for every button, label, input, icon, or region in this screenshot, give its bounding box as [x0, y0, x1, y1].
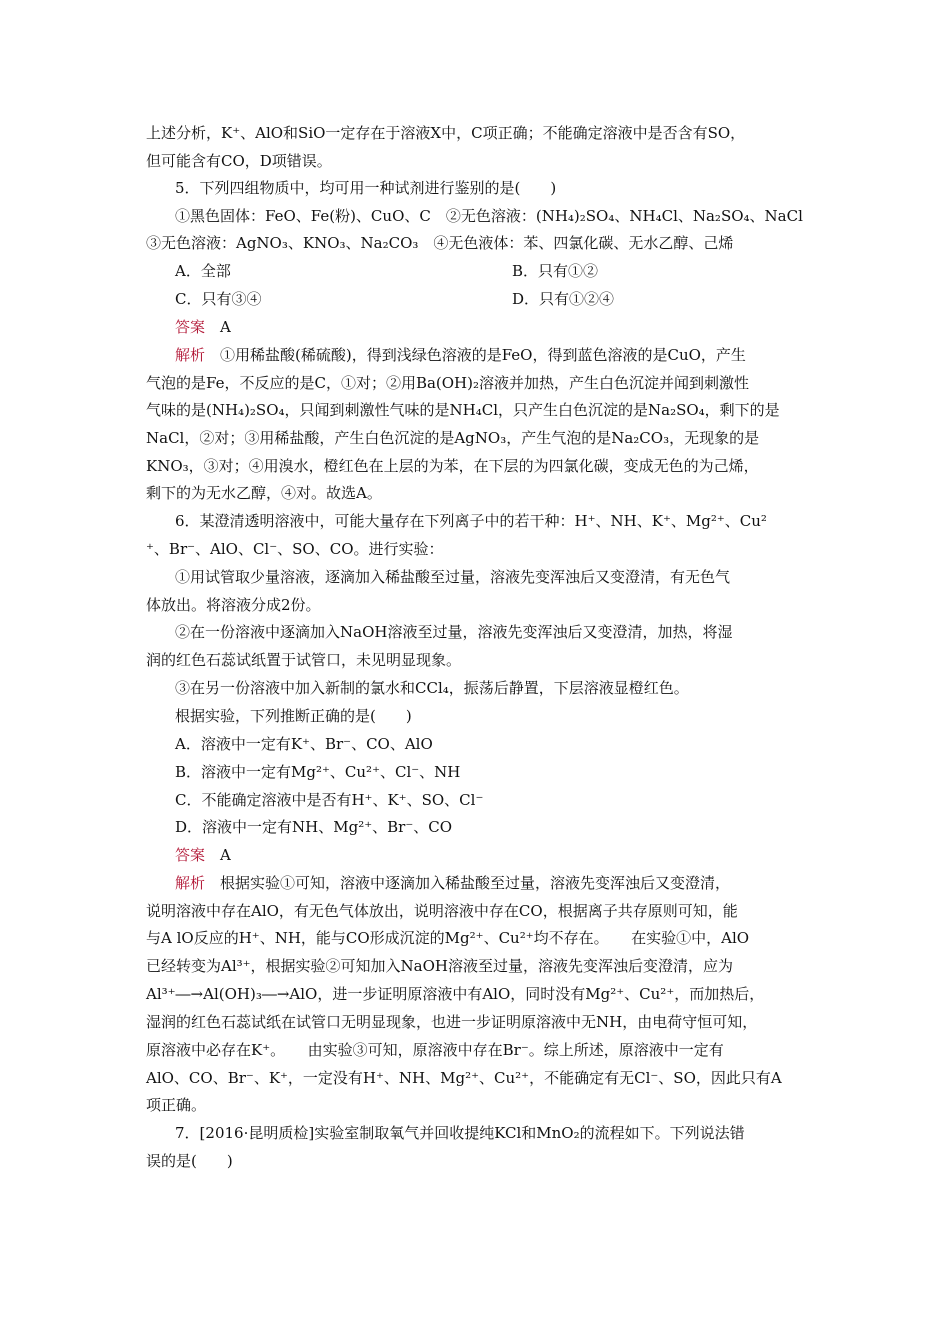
- question-5-item-3-4: ③无色溶液：AgNO₃、KNO₃、Na₂CO₃ ④无色液体：苯、四氯化碳、无水乙醇、己烯: [146, 234, 734, 252]
- analysis-text: 根据实验①可知，溶液中逐滴加入稀盐酸至过量，溶液先变浑浊后又变澄清，: [205, 874, 731, 892]
- answer-label: 答案: [175, 846, 206, 864]
- experiment-3: ③在另一份溶液中加入新制的氯水和CCl₄，振荡后静置，下层溶液显橙红色。: [175, 679, 689, 697]
- answer-line: [175, 845, 231, 865]
- question-6-prompt: 根据实验，下列推断正确的是( ): [175, 707, 412, 725]
- answer-label: 答案: [175, 318, 206, 336]
- text-line: 润的红色石蕊试纸置于试管口，未见明显现象。: [146, 651, 462, 669]
- analysis-text: ①用稀盐酸(稀硫酸)，得到浅绿色溶液的是FeO，得到蓝色溶液的是CuO，产生: [205, 346, 746, 364]
- text-line: 气泡的是Fe，不反应的是C，①对；②用Ba(OH)₂溶液并加热，产生白色沉淀并闻到刺激性: [146, 374, 750, 392]
- text-line: 气味的是(NH₄)₂SO₄，只闻到刺激性气味的是NH₄Cl，只产生白色沉淀的是Na₂SO₄，剩下的是: [146, 401, 780, 419]
- experiment-2: ②在一份溶液中逐滴加入NaOH溶液至过量，溶液先变浑浊后又变澄清，加热，将湿: [175, 623, 733, 641]
- analysis-label: 解析: [175, 346, 206, 364]
- text-line: 原溶液中必存在K⁺。 由实验③可知，原溶液中存在Br⁻。综上所述，原溶液中一定有: [146, 1041, 724, 1059]
- experiment-1: ①用试管取少量溶液，逐滴加入稀盐酸至过量，溶液先变浑浊后又变澄清，有无色气: [175, 568, 731, 586]
- question-5-stem: 5．下列四组物质中，均可用一种试剂进行鉴别的是( ): [175, 179, 557, 197]
- question-5-item-1-2: ①黑色固体：FeO、Fe(粉)、CuO、C ②无色溶液：(NH₄)₂SO₄、NH₄Cl、Na₂SO₄、NaCl: [175, 207, 803, 225]
- text-line: ⁺、Br⁻、AlO、Cl⁻、SO、CO。进行实验：: [146, 540, 444, 558]
- analysis-label: 解析: [175, 874, 206, 892]
- option-d: D．只有①②④: [512, 290, 615, 308]
- text-line: 体放出。将溶液分成2份。: [146, 596, 321, 614]
- text-line: 项正确。: [146, 1096, 207, 1114]
- option-a: A．溶液中一定有K⁺、Br⁻、CO、AlO: [175, 735, 433, 753]
- text-line: 上述分析，K⁺、AlO和SiO一定存在于溶液X中，C项正确；不能确定溶液中是否含有SO，: [146, 124, 746, 142]
- text-line: 误的是( ): [146, 1152, 233, 1170]
- answer-line: [175, 317, 231, 337]
- question-7-stem: 7．[2016·昆明质检]实验室制取氧气并回收提纯KCl和MnO₂的流程如下。下列说法错: [175, 1124, 745, 1142]
- option-c: C．只有③④: [175, 290, 262, 308]
- text-line: 说明溶液中存在AlO，有无色气体放出，说明溶液中存在CO，根据离子共存原则可知，能: [146, 902, 738, 920]
- text-line: Al³⁺―→Al(OH)₃―→AlO，进一步证明原溶液中有AlO，同时没有Mg²⁺、Cu²⁺，而加热后，: [146, 985, 765, 1003]
- option-a: A．全部: [175, 262, 231, 280]
- option-c: C．不能确定溶液中是否有H⁺、K⁺、SO、Cl⁻: [175, 791, 484, 809]
- text-line: NaCl，②对；③用稀盐酸，产生白色沉淀的是AgNO₃，产生气泡的是Na₂CO₃，无现象的是: [146, 429, 760, 447]
- text-line: 湿润的红色石蕊试纸在试管口无明显现象，也进一步证明原溶液中无NH，由电荷守恒可知，: [146, 1013, 758, 1031]
- option-d: D．溶液中一定有NH、Mg²⁺、Br⁻、CO: [175, 818, 453, 836]
- text-line: 已经转变为Al³⁺，根据实验②可知加入NaOH溶液至过量，溶液先变浑浊后变澄清，应为: [146, 957, 734, 975]
- text-line: AlO、CO、Br⁻、K⁺，一定没有H⁺、NH、Mg²⁺、Cu²⁺，不能确定有无Cl⁻、SO，因此只有A: [146, 1069, 782, 1087]
- option-b: B．只有①②: [512, 262, 599, 280]
- answer-value: A: [205, 846, 231, 864]
- text-line: 与A lO反应的H⁺、NH，能与CO形成沉淀的Mg²⁺、Cu²⁺均不存在。 在实验①中，AlO: [146, 929, 750, 947]
- answer-value: A: [205, 318, 231, 336]
- analysis-line: [175, 873, 730, 893]
- question-6-stem: 6．某澄清透明溶液中，可能大量存在下列离子中的若干种：H⁺、NH、K⁺、Mg²⁺、Cu²: [175, 512, 767, 530]
- option-b: B．溶液中一定有Mg²⁺、Cu²⁺、Cl⁻、NH: [175, 763, 461, 781]
- text-line: 但可能含有CO，D项错误。: [146, 152, 332, 170]
- text-line: KNO₃，③对；④用溴水，橙红色在上层的为苯，在下层的为四氯化碳，变成无色的为己烯，: [146, 457, 759, 475]
- analysis-line: [175, 345, 746, 365]
- text-line: 剩下的为无水乙醇，④对。故选A。: [146, 484, 382, 502]
